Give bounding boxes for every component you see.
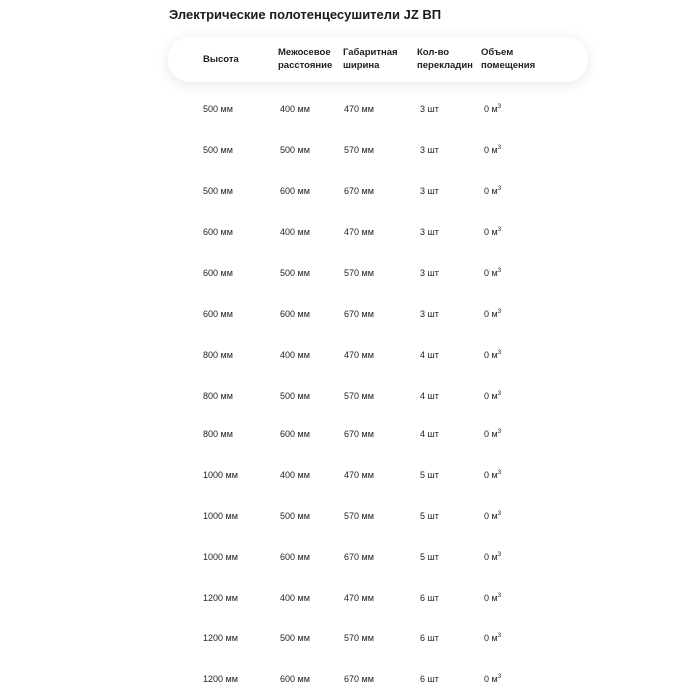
- table-row: [0, 227, 700, 241]
- cell-height: 1000 мм: [203, 470, 238, 480]
- table-row: [0, 674, 700, 688]
- cell-spacing: 600 мм: [280, 674, 310, 684]
- cell-height: 1200 мм: [203, 593, 238, 603]
- cell-volume: 0 $м^3$: [484, 470, 502, 480]
- page-title: Электрические полотенцесушители JZ ВП: [169, 7, 442, 22]
- header-spacing: Межосевое расстояние: [278, 47, 333, 71]
- cubic-superscript: 3: [497, 552, 502, 558]
- cell-bars: 3 шт: [420, 309, 439, 319]
- cubic-superscript: 3: [497, 633, 502, 639]
- cell-volume: 0 $м^3$: [484, 309, 502, 319]
- cell-height: 600 мм: [203, 268, 233, 278]
- cell-volume: 0 $м^3$: [484, 633, 502, 643]
- table-row: [0, 511, 700, 525]
- cell-width: 570 мм: [344, 633, 374, 643]
- cell-bars: 3 шт: [420, 104, 439, 114]
- cell-width: 570 мм: [344, 511, 374, 521]
- table-row: [0, 186, 700, 200]
- cell-volume: 0 $м^3$: [484, 593, 502, 603]
- cell-volume: 0 $м^3$: [484, 104, 502, 114]
- cell-bars: 6 шт: [420, 593, 439, 603]
- cell-bars: 4 шт: [420, 391, 439, 401]
- header-bars: Кол-во перекладин: [417, 47, 473, 71]
- cell-height: 800 мм: [203, 391, 233, 401]
- cell-volume: 0 $м^3$: [484, 429, 502, 439]
- cell-volume: 0 $м^3$: [484, 145, 502, 155]
- cell-width: 670 мм: [344, 674, 374, 684]
- cell-height: 500 мм: [203, 186, 233, 196]
- table-row: [0, 104, 700, 118]
- cell-height: 500 мм: [203, 145, 233, 155]
- cell-spacing: 600 мм: [280, 552, 310, 562]
- cell-height: 1000 мм: [203, 511, 238, 521]
- cell-bars: 5 шт: [420, 552, 439, 562]
- header-volume: Объем помещения: [481, 47, 536, 71]
- cell-height: 800 мм: [203, 350, 233, 360]
- cubic-superscript: 3: [497, 350, 502, 356]
- cell-volume: 0 $м^3$: [484, 350, 502, 360]
- cell-spacing: 400 мм: [280, 470, 310, 480]
- cell-spacing: 500 мм: [280, 511, 310, 521]
- cell-spacing: 400 мм: [280, 227, 310, 237]
- cubic-superscript: 3: [497, 593, 502, 599]
- cell-height: 500 мм: [203, 104, 233, 114]
- cell-width: 470 мм: [344, 104, 374, 114]
- cell-width: 570 мм: [344, 268, 374, 278]
- cubic-superscript: 3: [497, 470, 502, 476]
- cell-height: 600 мм: [203, 227, 233, 237]
- cell-bars: 6 шт: [420, 633, 439, 643]
- cell-bars: 3 шт: [420, 145, 439, 155]
- cell-width: 670 мм: [344, 309, 374, 319]
- table-row: [0, 552, 700, 566]
- cell-spacing: 600 мм: [280, 186, 310, 196]
- cubic-superscript: 3: [497, 186, 502, 192]
- cell-volume: 0 $м^3$: [484, 227, 502, 237]
- cell-width: 470 мм: [344, 350, 374, 360]
- cell-width: 670 мм: [344, 429, 374, 439]
- cubic-superscript: 3: [497, 268, 502, 274]
- cell-height: 800 мм: [203, 429, 233, 439]
- header-height: Высота: [203, 54, 239, 65]
- cell-bars: 5 шт: [420, 511, 439, 521]
- cell-bars: 3 шт: [420, 227, 439, 237]
- table-row: [0, 470, 700, 484]
- cell-spacing: 400 мм: [280, 593, 310, 603]
- cell-bars: 3 шт: [420, 186, 439, 196]
- cell-width: 470 мм: [344, 227, 374, 237]
- cell-width: 470 мм: [344, 593, 374, 603]
- cell-spacing: 500 мм: [280, 145, 310, 155]
- cell-height: 600 мм: [203, 309, 233, 319]
- cell-bars: 3 шт: [420, 268, 439, 278]
- cell-height: 1200 мм: [203, 674, 238, 684]
- cell-width: 570 мм: [344, 145, 374, 155]
- cell-spacing: 600 мм: [280, 309, 310, 319]
- cubic-superscript: 3: [497, 391, 502, 397]
- cubic-superscript: 3: [497, 145, 502, 151]
- table-row: [0, 429, 700, 443]
- table-row: [0, 350, 700, 364]
- cell-volume: 0 $м^3$: [484, 268, 502, 278]
- cubic-superscript: 3: [497, 227, 502, 233]
- cell-height: 1200 мм: [203, 633, 238, 643]
- header-width: Габаритная ширина: [343, 47, 398, 71]
- cell-width: 470 мм: [344, 470, 374, 480]
- cell-bars: 4 шт: [420, 350, 439, 360]
- cell-width: 670 мм: [344, 552, 374, 562]
- table-row: [0, 593, 700, 607]
- table-row: [0, 633, 700, 647]
- cell-volume: 0 $м^3$: [484, 511, 502, 521]
- cell-bars: 6 шт: [420, 674, 439, 684]
- table-row: [0, 309, 700, 323]
- cell-bars: 5 шт: [420, 470, 439, 480]
- cell-spacing: 600 мм: [280, 429, 310, 439]
- cell-spacing: 400 мм: [280, 350, 310, 360]
- cell-bars: 4 шт: [420, 429, 439, 439]
- cell-width: 570 мм: [344, 391, 374, 401]
- cubic-superscript: 3: [497, 104, 502, 110]
- cell-volume: 0 $м^3$: [484, 391, 502, 401]
- cell-height: 1000 мм: [203, 552, 238, 562]
- cubic-superscript: 3: [497, 309, 502, 315]
- cell-volume: 0 $м^3$: [484, 186, 502, 196]
- cell-spacing: 400 мм: [280, 104, 310, 114]
- table-row: [0, 391, 700, 405]
- cell-volume: 0 $м^3$: [484, 674, 502, 684]
- cubic-superscript: 3: [497, 674, 502, 680]
- cell-width: 670 мм: [344, 186, 374, 196]
- cell-volume: 0 $м^3$: [484, 552, 502, 562]
- cubic-superscript: 3: [497, 429, 502, 435]
- table-row: [0, 268, 700, 282]
- cell-spacing: 500 мм: [280, 633, 310, 643]
- table-row: [0, 145, 700, 159]
- cell-spacing: 500 мм: [280, 268, 310, 278]
- cell-spacing: 500 мм: [280, 391, 310, 401]
- cubic-superscript: 3: [497, 511, 502, 517]
